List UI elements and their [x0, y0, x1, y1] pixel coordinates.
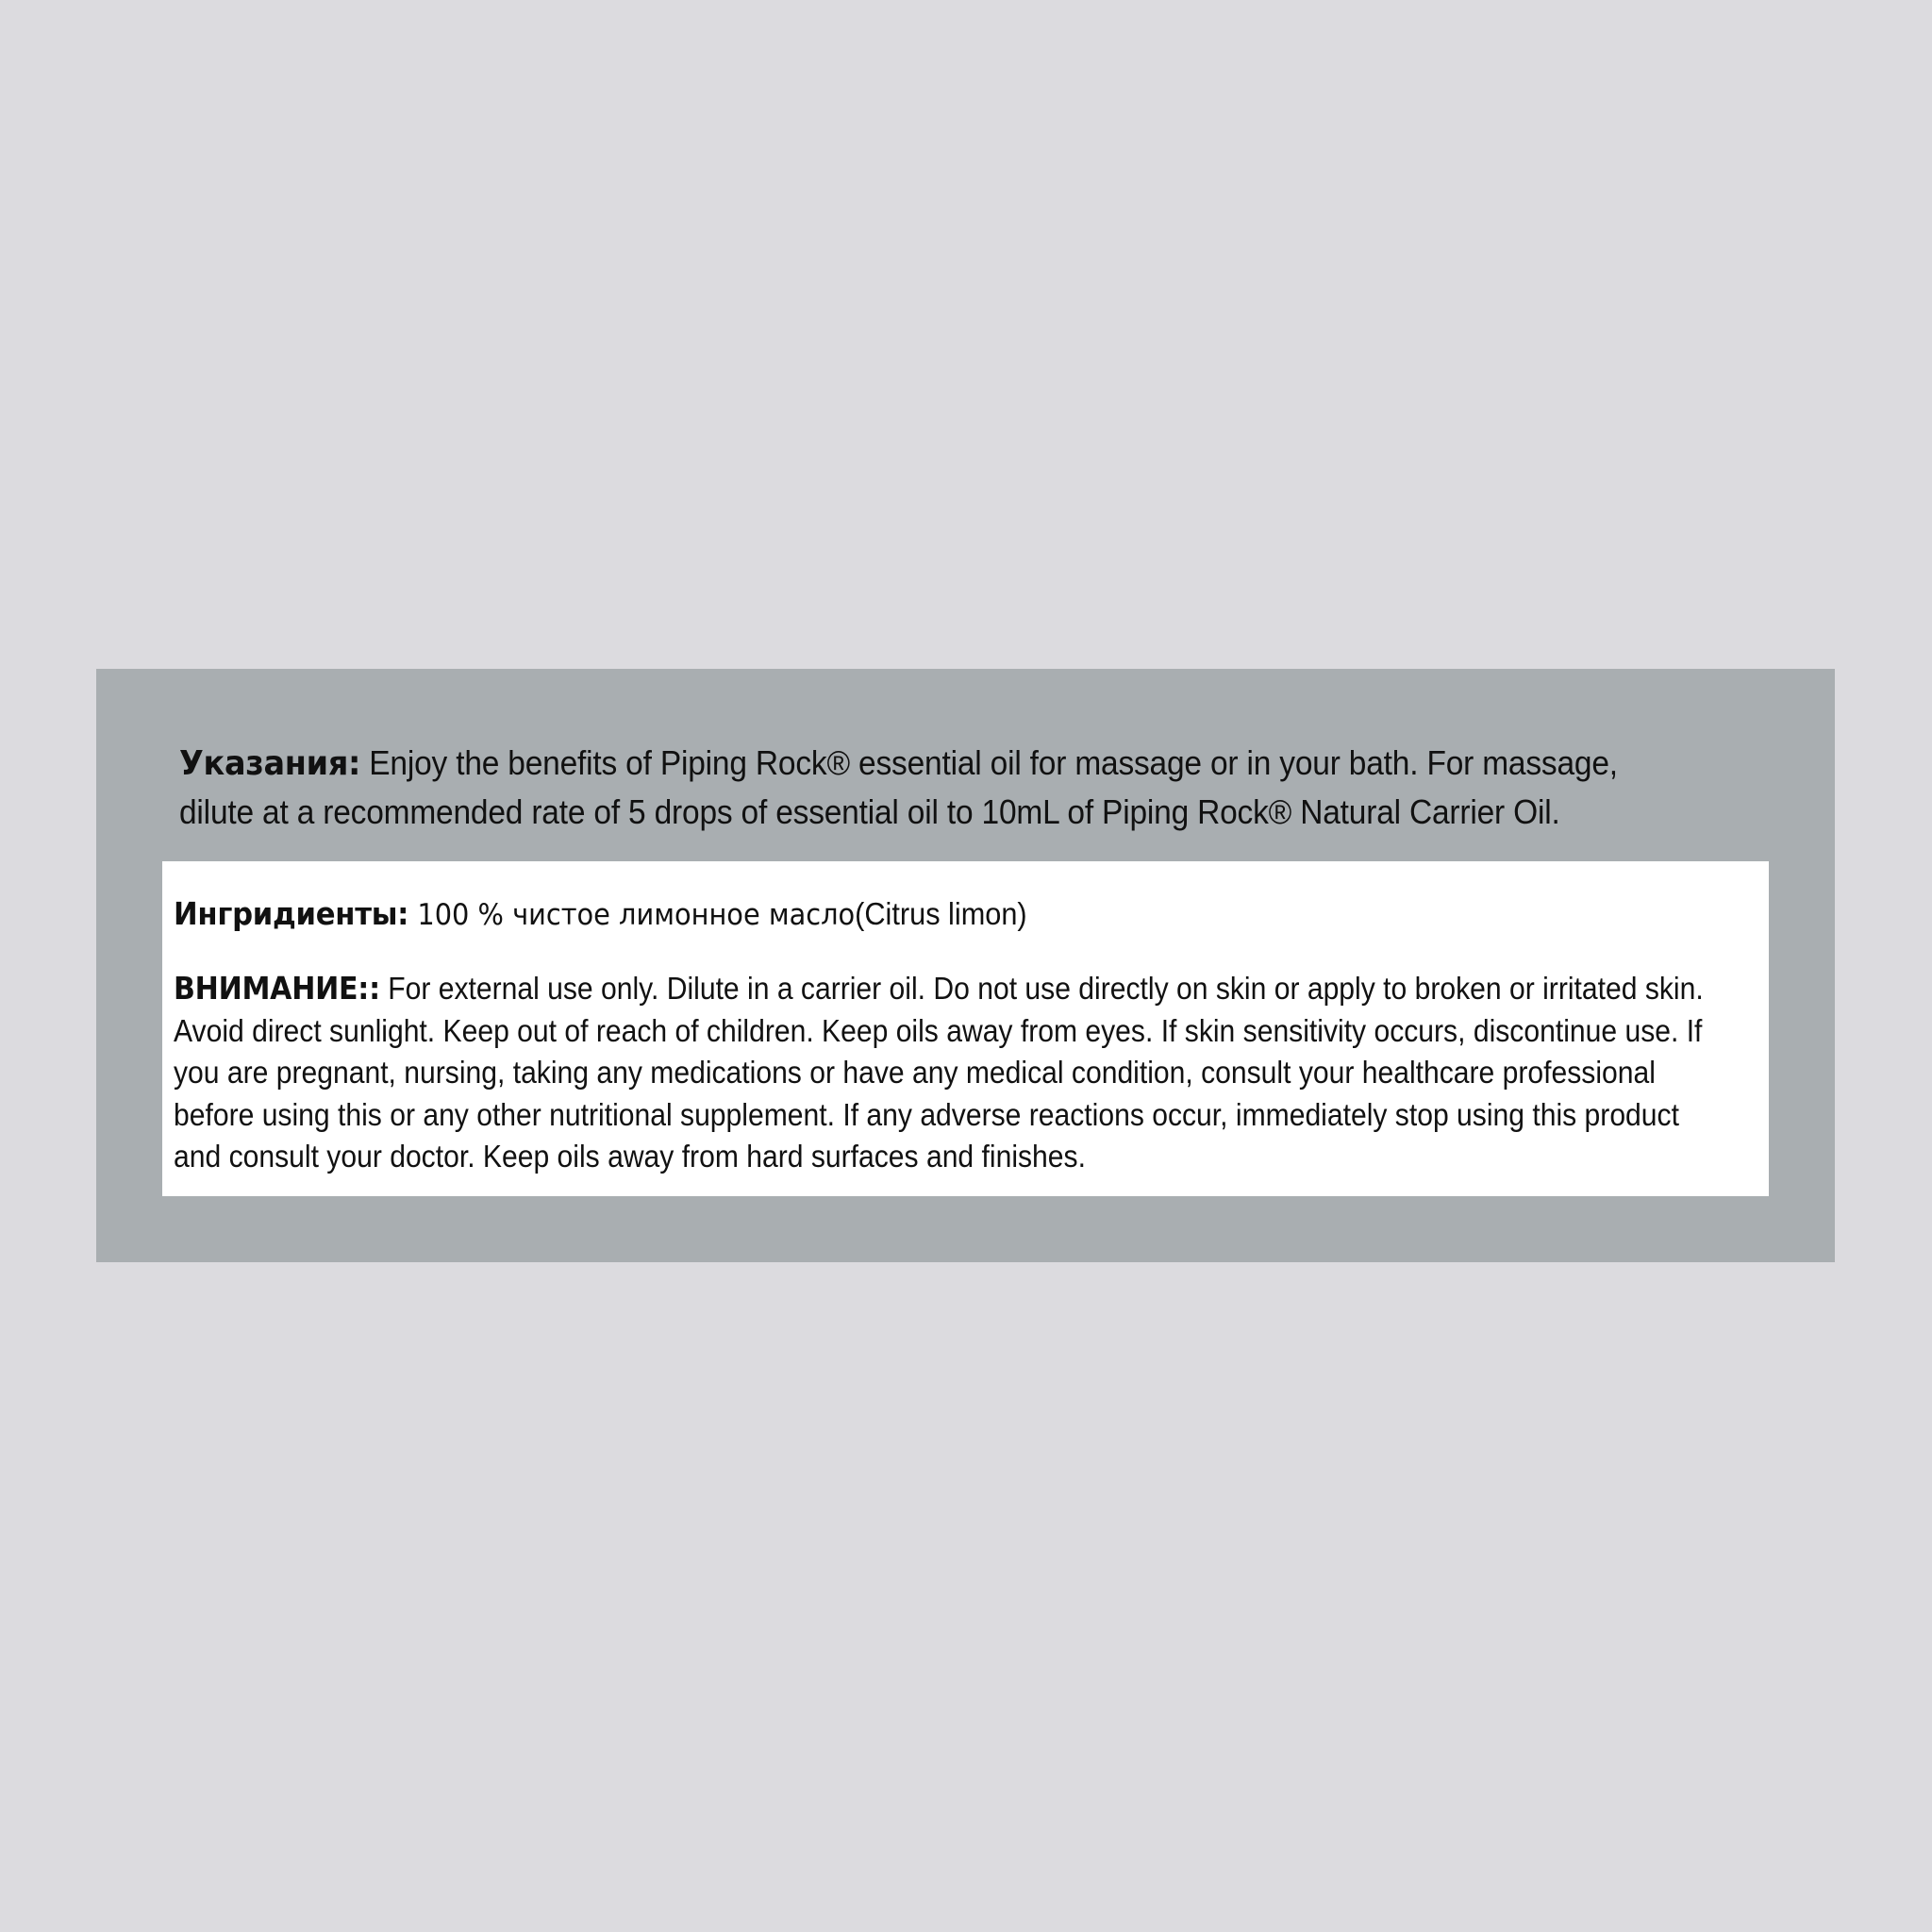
- directions-paragraph: [179, 739, 1653, 836]
- ingredients-warning-box: [162, 861, 1769, 1196]
- ingredients-paragraph: [174, 893, 1665, 936]
- warning-heading: ВНИМАНИЕ::: [174, 970, 380, 1007]
- directions-heading: Указания:: [179, 744, 361, 783]
- ingredients-latin-name: (Citrus limon): [855, 896, 1027, 931]
- ingredients-text: 100 % чистое лимонное масло: [408, 898, 856, 932]
- warning-paragraph: [174, 968, 1723, 1178]
- warning-text: For external use only. Dilute in a carrier oil. Do not use directly on skin or apply to broken or irritated skin. Avoid direct sunlight. Keep out of reach of children. Keep oils away from eyes. If skin sensitivity occurs, discontinue use. If you are pregnant, nursing, taking any medications or have any medical condition, consult your healthcare professional before using this or any other nutritional supplement. If any adverse reactions occur, immediately stop using this product and consult your doctor. Keep oils away from hard surfaces and finishes.: [174, 971, 1704, 1174]
- directions-text: Enjoy the benefits of Piping Rock® essential oil for massage or in your bath. For massage, dilute at a recommended rate of 5 drops of essential oil to 10mL of Piping Rock® Natural Carrier Oil.: [179, 743, 1618, 831]
- product-label-panel: [96, 669, 1835, 1262]
- ingredients-heading: Ингридиенты:: [174, 895, 409, 932]
